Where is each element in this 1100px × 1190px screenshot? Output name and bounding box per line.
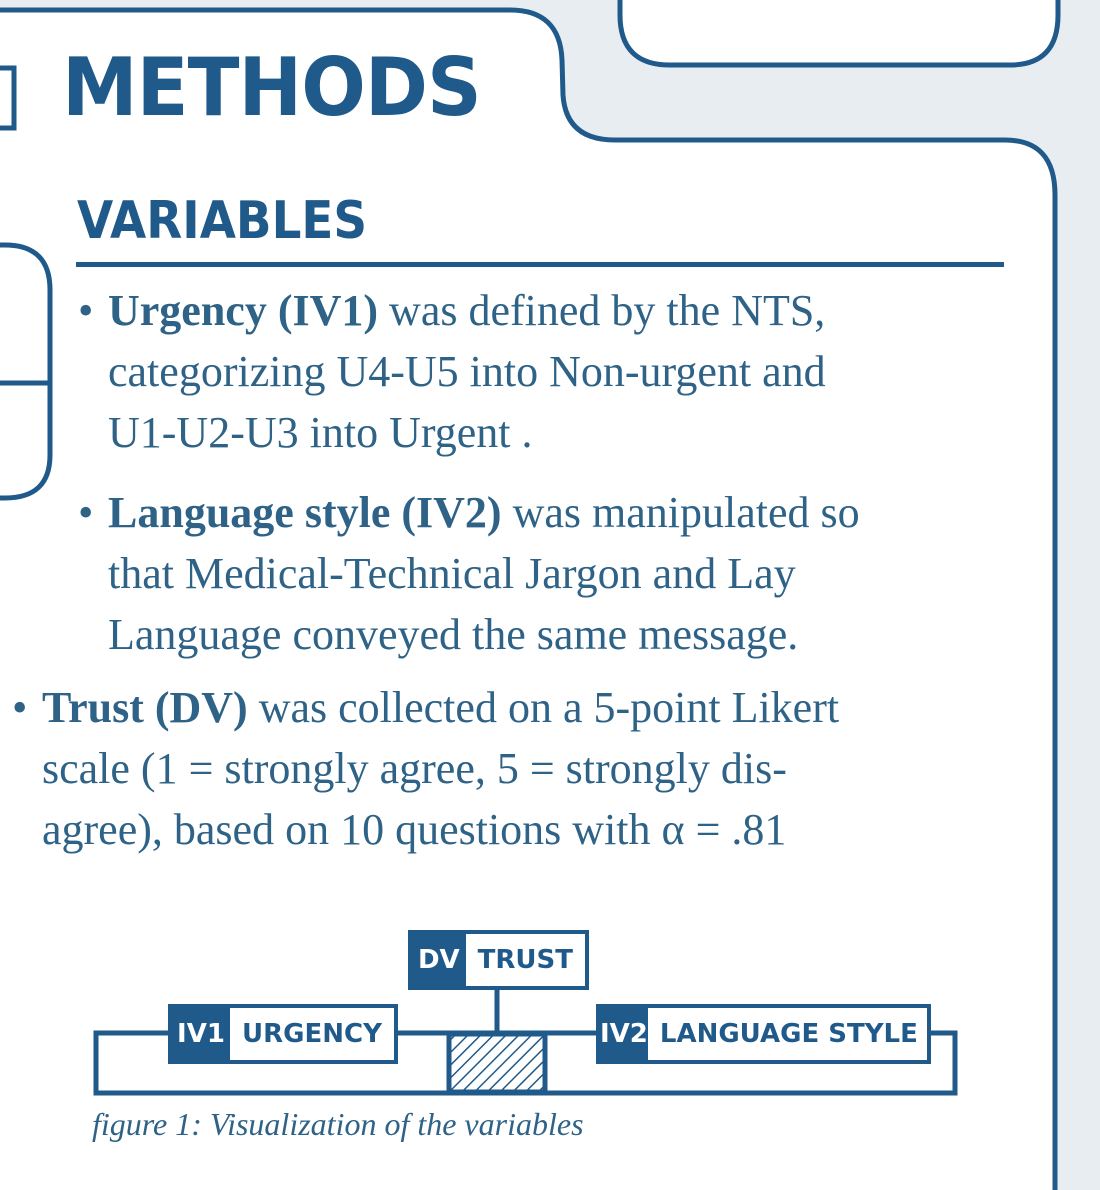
top-right-panel: [620, 0, 1058, 65]
bullet-text: U1-U2-U3 into Urgent .: [108, 408, 533, 457]
bullet-text: was defined by the NTS,: [378, 286, 826, 335]
bullet-dot: •: [78, 488, 94, 537]
bullet-term: Language style (IV2): [108, 488, 502, 537]
bullet-term: Urgency (IV1): [108, 286, 379, 335]
bullet-text: agree), based on 10 questions with α = .81: [42, 805, 787, 854]
methods-heading: METHODS: [62, 41, 481, 134]
bullet-text: was manipulated so: [501, 488, 860, 537]
dv-name: TRUST: [477, 945, 573, 975]
dv-tag: [408, 930, 589, 990]
bullet-urgency: [78, 280, 1008, 463]
dv-code: DV: [412, 934, 466, 986]
bullet-dot: •: [78, 286, 94, 335]
figure-caption: figure 1: Visualization of the variables: [92, 1106, 584, 1142]
heading-divider: [76, 262, 1004, 267]
bullet-text: Language conveyed the same message.: [108, 610, 799, 659]
iv2-name: LANGUAGE STYLE: [659, 1019, 918, 1049]
iv1-name: URGENCY: [242, 1019, 382, 1049]
bullet-language-style: [78, 482, 1008, 665]
bullet-dot: •: [12, 683, 28, 732]
iv2-tag: [596, 1004, 931, 1064]
bullet-text: was collected on a 5-point Likert: [247, 683, 840, 732]
bullet-text: categorizing U4-U5 into Non-urgent and: [108, 347, 826, 396]
iv1-code: IV1: [172, 1008, 230, 1060]
interaction-hatch: [449, 1034, 545, 1092]
bullet-text: that Medical-Technical Jargon and Lay: [108, 549, 796, 598]
left-side-panel: [0, 245, 50, 498]
bullet-text: scale (1 = strongly agree, 5 = strongly dis-: [42, 744, 787, 793]
iv2-code: IV2: [600, 1008, 648, 1060]
bullet-term: Trust (DV): [42, 683, 248, 732]
iv1-tag: [168, 1004, 398, 1064]
bullet-trust: [12, 677, 1002, 860]
variables-heading: VARIABLES: [77, 191, 368, 251]
